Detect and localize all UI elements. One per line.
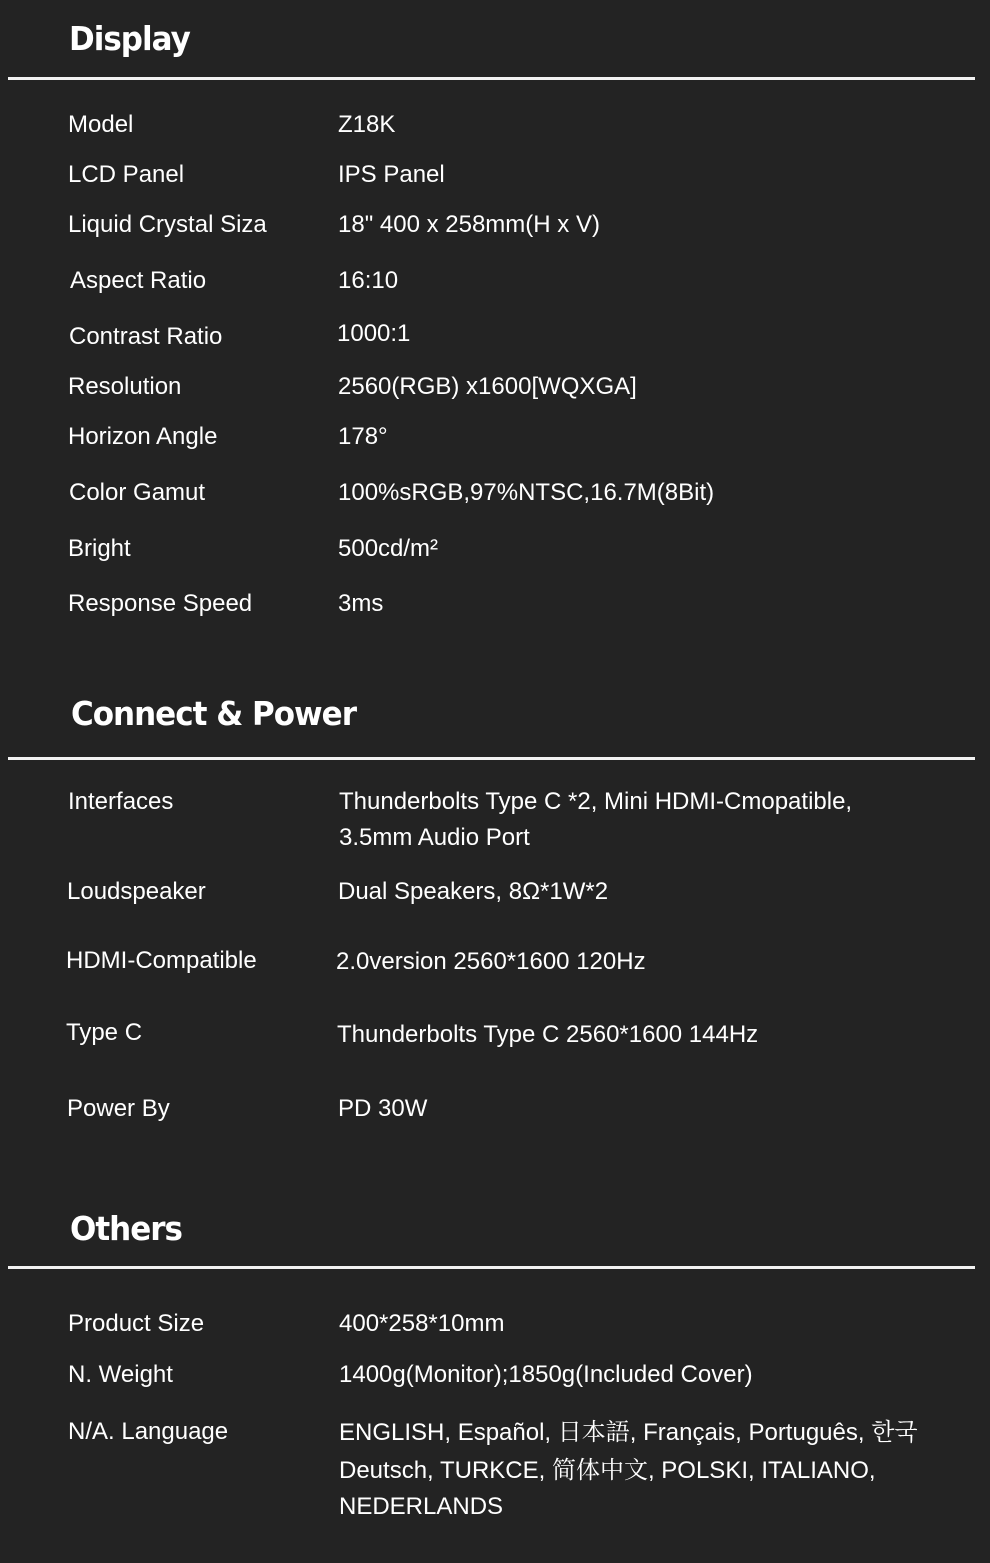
spec-value-weight: 1400g(Monitor);1850g(Included Cover) xyxy=(339,1361,753,1388)
spec-label-type-c: Type C xyxy=(66,1019,143,1046)
spec-value-color-gamut: 100%sRGB,97%NTSC,16.7M(8Bit) xyxy=(338,479,715,506)
spec-label-power-by: Power By xyxy=(67,1095,170,1122)
spec-value-model: Z18K xyxy=(338,111,396,138)
section-title-others: Others xyxy=(70,1210,183,1249)
spec-value-language xyxy=(339,1414,918,1524)
section-title-connect-power: Connect & Power xyxy=(71,695,356,734)
section-title-display: Display xyxy=(69,20,190,59)
spec-label-model: Model xyxy=(68,111,134,138)
spec-value-resolution: 2560(RGB) x1600[WQXGA] xyxy=(338,373,637,400)
spec-value-lcd-panel: IPS Panel xyxy=(338,161,445,188)
spec-value-interfaces-line: Thunderbolts Type C *2, Mini HDMI-Cmopatible, xyxy=(339,788,853,815)
spec-label-product-size: Product Size xyxy=(68,1310,205,1337)
spec-value-aspect-ratio: 16:10 xyxy=(338,267,399,294)
spec-value-interfaces xyxy=(339,784,852,856)
spec-value-type-c: Thunderbolts Type C 2560*1600 144Hz xyxy=(337,1021,759,1048)
section-divider-connect-power xyxy=(8,757,975,760)
section-divider-display xyxy=(8,77,975,80)
spec-label-loudspeaker: Loudspeaker xyxy=(67,878,206,905)
spec-value-liquid-crystal-size: 18" 400 x 258mm(H x V) xyxy=(338,211,600,238)
spec-label-bright: Bright xyxy=(68,535,131,562)
spec-label-language: N/A. Language xyxy=(68,1418,229,1445)
spec-value-product-size: 400*258*10mm xyxy=(339,1310,505,1337)
spec-label-liquid-crystal-size: Liquid Crystal Siza xyxy=(68,211,267,238)
spec-label-hdmi-compatible: HDMI-Compatible xyxy=(66,947,257,974)
spec-value-loudspeaker: Dual Speakers, 8Ω*1W*2 xyxy=(338,878,609,905)
spec-value-hdmi-compatible: 2.0version 2560*1600 120Hz xyxy=(336,948,646,975)
spec-label-contrast-ratio: Contrast Ratio xyxy=(69,323,223,350)
section-divider-others xyxy=(8,1266,975,1269)
spec-value-response-speed: 3ms xyxy=(338,590,384,617)
spec-label-weight: N. Weight xyxy=(68,1361,173,1388)
spec-value-bright: 500cd/m² xyxy=(338,535,439,562)
spec-value-language-line: ENGLISH, Español, 日本語, Français, Português, 한국 xyxy=(339,1419,918,1446)
spec-value-horizon-angle: 178° xyxy=(338,423,388,450)
spec-label-response-speed: Response Speed xyxy=(68,590,253,617)
spec-label-lcd-panel: LCD Panel xyxy=(68,161,185,188)
spec-value-power-by: PD 30W xyxy=(338,1095,428,1122)
spec-value-language-line: NEDERLANDS xyxy=(339,1493,504,1520)
spec-label-resolution: Resolution xyxy=(68,373,182,400)
spec-label-color-gamut: Color Gamut xyxy=(69,479,206,506)
spec-value-contrast-ratio: 1000:1 xyxy=(337,320,411,347)
spec-value-language-line: Deutsch, TURKCE, 简体中文, POLSKI, ITALIANO, xyxy=(339,1457,876,1484)
spec-label-horizon-angle: Horizon Angle xyxy=(68,423,218,450)
spec-label-interfaces: Interfaces xyxy=(68,788,174,815)
spec-label-aspect-ratio: Aspect Ratio xyxy=(70,267,207,294)
spec-value-interfaces-line: 3.5mm Audio Port xyxy=(339,824,530,851)
